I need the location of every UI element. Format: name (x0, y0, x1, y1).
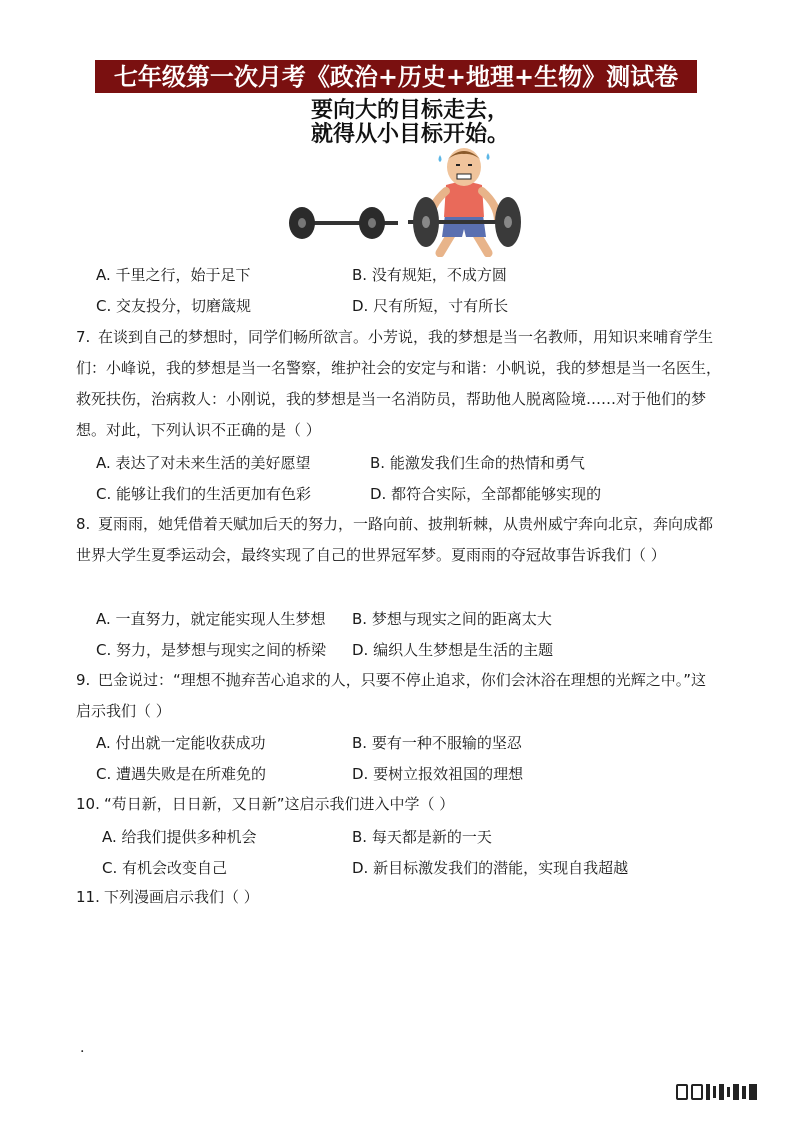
q7-option-d: D. 都符合实际，全部都能够实现的 (370, 485, 602, 503)
footer-dot: . (80, 1040, 85, 1056)
logo-bar-icon (706, 1084, 710, 1100)
q6-option-a: A. 千里之行，始于足下 (96, 266, 251, 284)
q6-option-b: B. 没有规矩，不成方圆 (352, 266, 507, 284)
q7-option-b: B. 能激发我们生命的热情和勇气 (370, 454, 585, 472)
logo-bar-icon (742, 1086, 746, 1099)
q9-option-b: B. 要有一种不服输的坚忍 (352, 734, 522, 752)
small-barbell (289, 207, 398, 239)
question-7 (76, 322, 721, 446)
question-text: “苟日新，日日新，又日新”这启示我们进入中学（ ） (104, 795, 455, 813)
slogan-line-2: 就得从小目标开始。 (310, 122, 509, 147)
slogan-line-1: 要向大的目标走去， (310, 98, 509, 123)
q8-option-b: B. 梦想与现实之间的距离太大 (352, 610, 552, 628)
q7-option-c: C. 能够让我们的生活更加有色彩 (96, 485, 312, 503)
q10-option-a: A. 给我们提供多种机会 (102, 828, 257, 846)
question-10 (76, 789, 721, 820)
question-number: 8. (76, 515, 91, 533)
question-text: 下列漫画启示我们（ ） (104, 888, 259, 906)
weightlifter-illustration (280, 145, 530, 257)
question-text: 夏雨雨，她凭借着天赋加后天的努力，一路向前、披荆斩棘，从贵州威宁奔向北京，奔向成都世界大学生夏季运动会，最终实现了自己的世界冠军梦。夏雨雨的夺冠故事告诉我们（ ） (76, 515, 714, 564)
question-8 (76, 509, 721, 571)
logo-bar-icon (713, 1086, 716, 1098)
lifter-figure (430, 148, 498, 253)
logo-bar-icon (733, 1084, 739, 1100)
exam-title: 七年级第一次月考《政治+历史+地理+生物》测试卷 (95, 60, 697, 93)
question-number: 11. (76, 888, 100, 906)
q8-option-a: A. 一直努力，就定能实现人生梦想 (96, 610, 326, 628)
question-9 (76, 665, 721, 727)
question-text: 巴金说过：“理想不抛弃苦心追求的人，只要不停止追求，你们会沐浴在理想的光辉之中。”这启示我们（ ） (76, 671, 707, 720)
question-text: 在谈到自己的梦想时，同学们畅所欲言。小芳说，我的梦想是当一名教师，用知识来哺育学生们：小峰说，我的梦想是当一名警察，维护社会的安定与和谐：小帆说，我的梦想是当一名医生，救死扶伤，治病救人：小刚说，我的梦想是当一名消防员，帮助他人脱离险境……对于他们的梦想。对此，下列认识不正确的是（ ） (76, 328, 722, 439)
question-11 (76, 882, 721, 913)
q7-option-a: A. 表达了对未来生活的美好愿望 (96, 454, 311, 472)
logo-box-icon (691, 1084, 703, 1100)
question-number: 7. (76, 328, 91, 346)
q9-option-d: D. 要树立报效祖国的理想 (352, 765, 524, 783)
q10-option-b: B. 每天都是新的一天 (352, 828, 492, 846)
q10-option-d: D. 新目标激发我们的潜能，实现自我超越 (352, 859, 629, 877)
logo-bar-icon (749, 1084, 757, 1100)
q8-option-d: D. 编织人生梦想是生活的主题 (352, 641, 554, 659)
question-number: 10. (76, 795, 100, 813)
q9-option-c: C. 遭遇失败是在所难免的 (96, 765, 267, 783)
logo-box-icon (676, 1084, 688, 1100)
logo-bar-icon (719, 1084, 724, 1100)
q10-option-c: C. 有机会改变自己 (102, 859, 228, 877)
logo-bar-icon (727, 1087, 730, 1097)
watermark-logo (676, 1084, 757, 1100)
q6-option-c: C. 交友投分，切磨箴规 (96, 297, 252, 315)
q8-option-c: C. 努力，是梦想与现实之间的桥梁 (96, 641, 327, 659)
q9-option-a: A. 付出就一定能收获成功 (96, 734, 266, 752)
q6-option-d: D. 尺有所短，寸有所长 (352, 297, 509, 315)
question-number: 9. (76, 671, 91, 689)
